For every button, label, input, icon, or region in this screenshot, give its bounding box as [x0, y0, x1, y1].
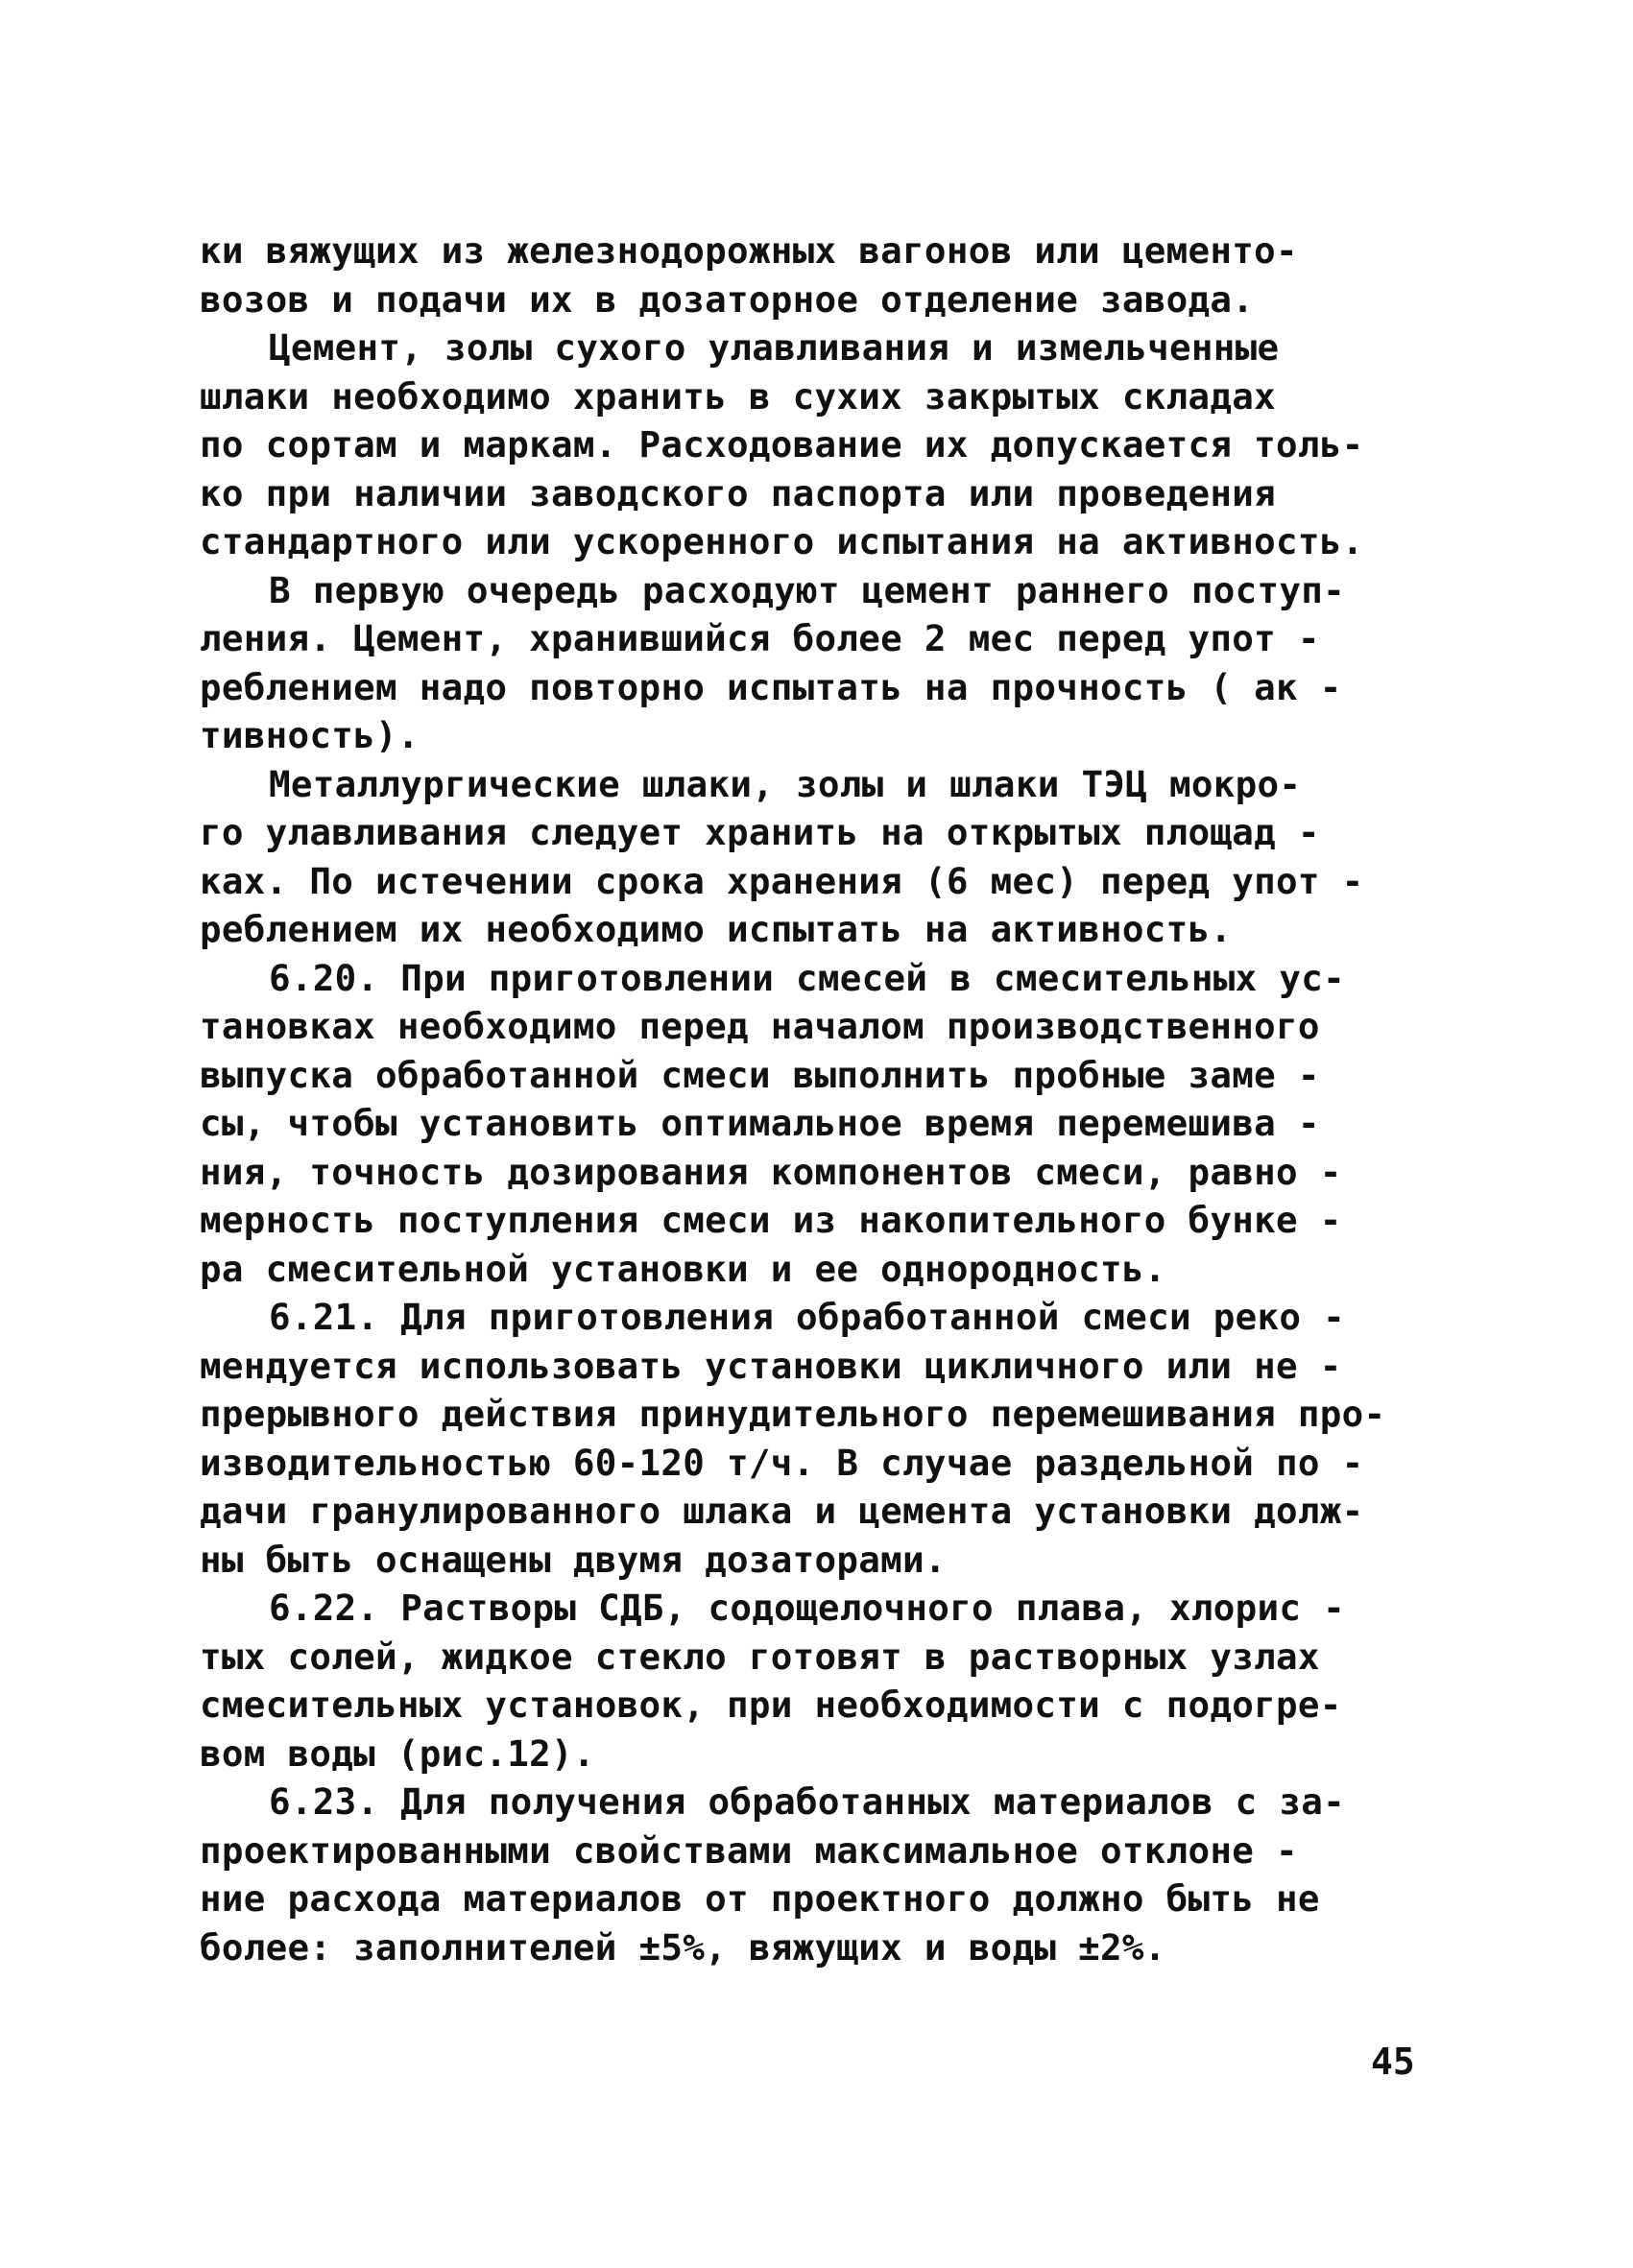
paragraph	[200, 566, 1438, 760]
paragraph	[200, 1293, 1438, 1584]
text-line: 6.22. Растворы СДБ, содощелочного плава, хлорис -	[269, 1587, 1345, 1629]
text-line: ки вяжущих из железнодорожных вагонов или цементо-	[200, 229, 1298, 272]
text-line: 6.21. Для приготовления обработанной смеси реко -	[269, 1296, 1345, 1338]
body-text	[200, 227, 1438, 1971]
text-line: возов и подачи их в дозаторное отделение завода.	[200, 277, 1255, 321]
text-line: смесительных установок, при необходимости с подогре-	[200, 1683, 1342, 1726]
text-line: более: заполнителей ±5%, вяжущих и воды ±2%.	[200, 1925, 1166, 1969]
text-line: прерывного действия принудительного перемешивания про-	[200, 1393, 1386, 1435]
text-line: Цемент, золы сухого улавливания и измельченные	[269, 326, 1280, 369]
text-line: проектированными свойствами максимальное отклоне -	[200, 1828, 1298, 1872]
text-line: Металлургические шлаки, золы и шлаки ТЭЦ мокро-	[269, 762, 1302, 805]
text-line: 6.23. Для получения обработанных материалов с за-	[269, 1780, 1345, 1823]
text-line: изводительностью 60-120 т/ч. В случае раздельной по -	[200, 1441, 1364, 1484]
text-line: мерность поступления смеси из накопительного бунке -	[200, 1199, 1342, 1241]
text-line: мендуется использовать установки цикличного или не -	[200, 1344, 1342, 1387]
text-line: го улавливания следует хранить на открытых площад -	[200, 811, 1320, 853]
page-number: 45	[1371, 2041, 1415, 2083]
text-line: ны быть оснащены двумя дозаторами.	[200, 1538, 947, 1581]
text-line: по сортам и маркам. Расходование их допускается толь-	[200, 423, 1364, 466]
text-line: ках. По истечении срока хранения (6 мес) перед упот -	[200, 859, 1364, 902]
paragraph	[200, 1778, 1438, 1971]
text-line: ние расхода материалов от проектного должно быть не	[200, 1877, 1320, 1920]
text-line: ра смесительной установки и ее однородность.	[200, 1247, 1166, 1290]
text-line: В первую очередь расходуют цемент раннего поступ-	[269, 568, 1345, 611]
text-line: реблением их необходимо испытать на активность.	[200, 908, 1233, 950]
text-line: ления. Цемент, хранившийся более 2 мес перед упот -	[200, 617, 1320, 659]
text-line: ния, точность дозирования компонентов смеси, равно -	[200, 1150, 1342, 1193]
text-line: тивность).	[200, 714, 420, 756]
text-line: ко при наличии заводского паспорта или проведения	[200, 471, 1276, 514]
text-line: 6.20. При приготовлении смесей в смесительных ус-	[269, 956, 1345, 999]
text-line: тых солей, жидкое стекло готовят в растворных узлах	[200, 1635, 1320, 1678]
text-line: стандартного или ускоренного испытания на активность.	[200, 520, 1364, 562]
text-line: вом воды (рис.12).	[200, 1731, 595, 1775]
paragraph	[200, 954, 1438, 1294]
paragraph	[200, 760, 1438, 954]
text-line: сы, чтобы установить оптимальное время перемешива -	[200, 1102, 1320, 1144]
text-line: дачи гранулированного шлака и цемента установки долж-	[200, 1490, 1364, 1532]
text-line: шлаки необходимо хранить в сухих закрытых складах	[200, 374, 1276, 418]
paragraph	[200, 323, 1438, 566]
text-line: тановках необходимо перед началом производственного	[200, 1005, 1320, 1047]
paragraph	[200, 227, 1438, 323]
paragraph	[200, 1584, 1438, 1778]
text-line: выпуска обработанной смеси выполнить пробные заме -	[200, 1053, 1320, 1096]
text-line: реблением надо повторно испытать на прочность ( ак -	[200, 665, 1342, 708]
